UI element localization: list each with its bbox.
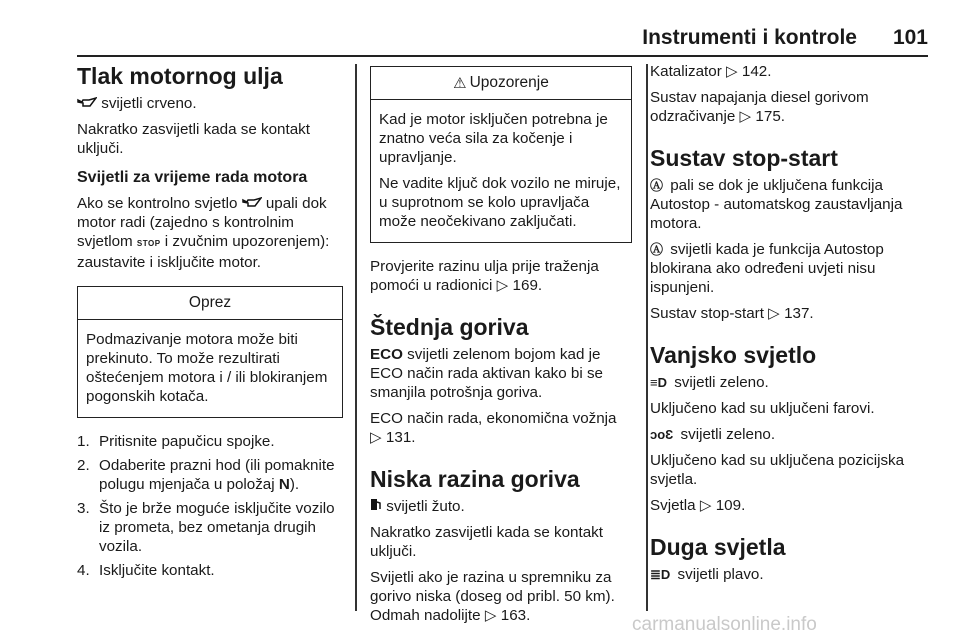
page-ref-icon: ▷: [739, 108, 752, 125]
column-2: [370, 62, 632, 632]
paragraph: Katalizator ▷ 142.: [650, 63, 772, 80]
paragraph: ≡D svijetli zeleno.: [650, 374, 769, 391]
heading-low-fuel: Niska razina goriva: [370, 466, 580, 492]
paragraph: Ⓐ pali se dok je uključena funkcija Autostop - automatskog zaustavljanja motora.: [650, 177, 903, 232]
autostop-off-icon: Ⓐ: [650, 242, 664, 257]
heading-fuel-economy: Štednja goriva: [370, 314, 529, 340]
page-ref-icon: ▷: [725, 63, 738, 80]
warning-box: [370, 66, 632, 243]
stop-icon: STOP: [136, 239, 161, 248]
caution-title: Oprez: [78, 287, 342, 320]
page-number: 101: [892, 26, 928, 49]
paragraph: ECO način rada, ekonomična vožnja ▷ 131.: [370, 410, 617, 446]
page-ref-icon: ▷: [484, 607, 497, 624]
column-divider: [355, 64, 357, 611]
page-ref-icon: ▷: [768, 305, 780, 322]
paragraph: Uključeno kad su uključena pozicijska svjetla.: [650, 452, 905, 488]
eco-icon: ECO: [370, 346, 403, 363]
paragraph: Provjerite razinu ulja prije traženja pomoći u radionici ▷ 169.: [370, 258, 599, 294]
paragraph: Ⓐ svijetli kada je funkcija Autostop blokirana ako određeni uvjeti nisu ispunjeni.: [650, 241, 884, 296]
low-beam-icon: ≡D: [650, 375, 667, 390]
paragraph: Svjetla ▷ 109.: [650, 497, 746, 514]
column-1: [77, 62, 343, 585]
warning-header: [371, 67, 631, 100]
list-item: 1. Pritisnite papučicu spojke.: [77, 433, 275, 450]
autostop-icon: Ⓐ: [650, 178, 664, 193]
subheading-running: Svijetli za vrijeme rada motora: [77, 169, 308, 186]
list-item: 2. Odaberite prazni hod (ili pomaknite polugu mjenjača u položaj N).: [77, 457, 335, 493]
paragraph: ECO svijetli zelenom bojom kad je ECO način rada aktivan kako bi se smanjila potrošnja goriva.: [370, 346, 603, 401]
paragraph: svijetli žuto.: [370, 497, 632, 516]
page-ref-icon: ▷: [699, 497, 712, 514]
warning-text: Kad je motor isključen potrebna je znatno veća sila za kočenje i upravljanje.: [379, 111, 608, 166]
watermark: carmanualsonline.info: [632, 614, 817, 635]
paragraph: ↄoƐ svijetli zeleno.: [650, 426, 776, 443]
caution-text: Podmazivanje motora može biti prekinuto. To može rezultirati oštećenjem motora i / ili blokiranjem pogonskih kotača.: [86, 331, 328, 405]
oil-can-icon: [77, 97, 97, 108]
paragraph: Ako se kontrolno svjetlo upali dok motor radi (zajedno s kontrolnim svjetlom STOP i zvučnim upozorenjem): zaustavite i isključite motor.: [77, 195, 330, 271]
heading-exterior-light: Vanjsko svjetlo: [650, 342, 817, 368]
warning-text: Ne vadite ključ dok vozilo ne miruje, u suprotnom se kolo upravljača može neočekivano zaključati.: [379, 175, 621, 230]
paragraph: Svijetli ako je razina u spremniku za gorivo niska (doseg od pribl. 50 km). Odmah nadolijte ▷ 163.: [370, 569, 615, 624]
heading-oil-pressure: Tlak motornog ulja: [77, 63, 283, 89]
side-light-icon: ↄoƐ: [650, 427, 674, 442]
fuel-pump-icon: [370, 498, 382, 511]
paragraph: Nakratko zasvijetli kada se kontakt uključi.: [370, 524, 603, 560]
list-item: 4. Isključite kontakt.: [77, 562, 215, 579]
column-3: [650, 62, 928, 591]
paragraph: svijetli crveno.: [77, 94, 343, 113]
page-ref-icon: ▷: [496, 277, 509, 294]
high-beam-icon: ≣D: [650, 567, 671, 582]
paragraph: ≣D svijetli plavo.: [650, 566, 764, 583]
warning-title: Upozorenje: [469, 74, 549, 91]
heading-stop-start: Sustav stop-start: [650, 145, 838, 171]
page-ref-icon: ▷: [370, 429, 382, 446]
heading-high-beam: Duga svjetla: [650, 534, 786, 560]
caution-box: [77, 286, 343, 418]
warning-icon: ⚠: [453, 75, 467, 92]
header-rule: [77, 55, 928, 57]
oil-can-icon: [242, 197, 262, 208]
paragraph: Uključeno kad su uključeni farovi.: [650, 400, 875, 417]
list-item: 3. Što je brže moguće isključite vozilo iz prometa, bez ometanja drugih vozila.: [77, 500, 335, 555]
column-divider: [646, 64, 648, 611]
paragraph: Sustav stop-start ▷ 137.: [650, 305, 814, 322]
paragraph: Sustav napajanja diesel gorivom odzračivanje ▷ 175.: [650, 89, 869, 125]
paragraph: Nakratko zasvijetli kada se kontakt uključi.: [77, 121, 310, 157]
header-title: Instrumenti i kontrole: [642, 26, 857, 49]
steps-list: [77, 432, 343, 580]
page-header: [0, 22, 928, 54]
